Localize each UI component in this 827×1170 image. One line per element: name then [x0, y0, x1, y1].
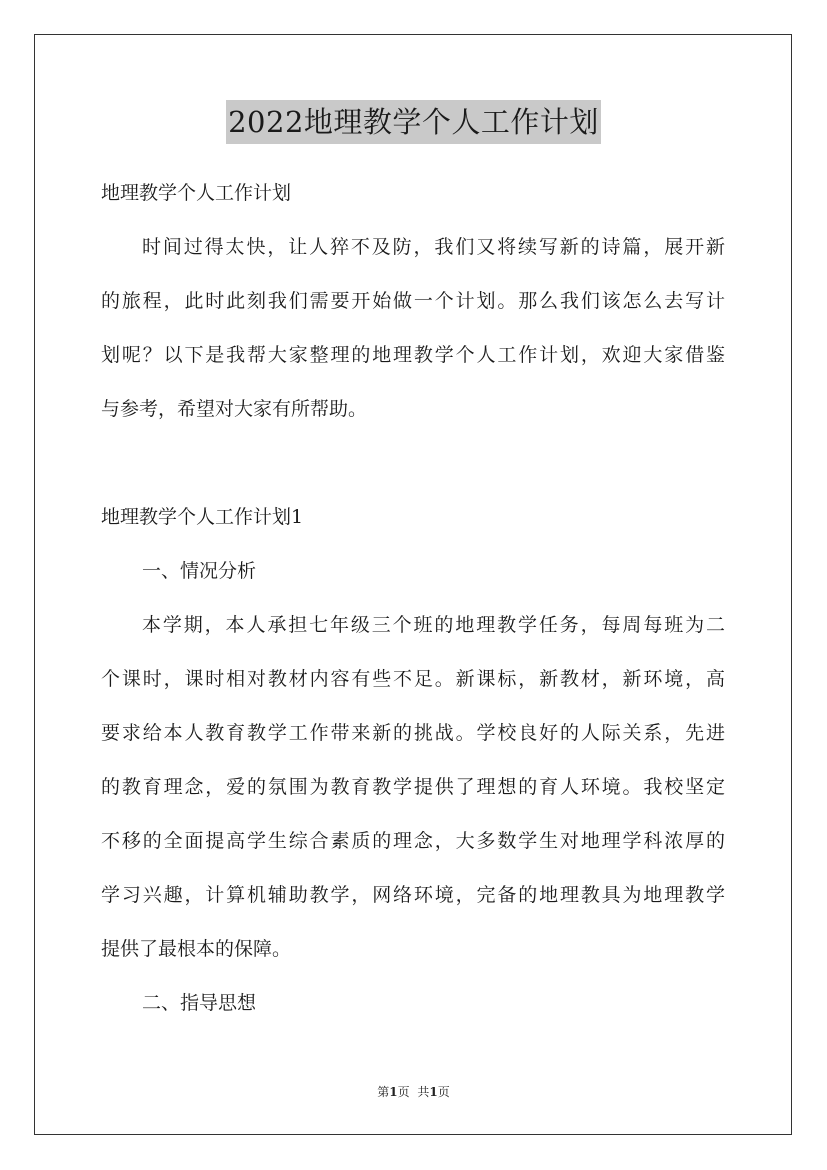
intro-line-3: 划呢？以下是我帮大家整理的地理教学个人工作计划，欢迎大家借鉴: [101, 344, 725, 366]
footer-total-prefix: 共: [417, 1085, 430, 1099]
intro-line-2: 的旅程，此时此刻我们需要开始做一个计划。那么我们该怎么去写计: [101, 290, 725, 312]
body-line-4: 的教育理念，爱的氛围为教育教学提供了理想的育人环境。我校坚定: [101, 776, 725, 798]
body-line-6: 学习兴趣，计算机辅助教学，网络环境，完备的地理教具为地理教学: [101, 884, 725, 906]
document-subtitle: 地理教学个人工作计划: [101, 182, 292, 204]
heading-guiding-ideology: 二、指导思想: [142, 992, 257, 1014]
footer-total-suffix: 页: [437, 1085, 450, 1099]
body-line-3: 要求给本人教育教学工作带来新的挑战。学校良好的人际关系，先进: [101, 722, 725, 744]
footer-page-suffix: 页: [397, 1085, 410, 1099]
document-title-block: [0, 100, 827, 144]
document-title: 2022地理教学个人工作计划: [226, 100, 601, 144]
body-line-2: 个课时，课时相对教材内容有些不足。新课标，新教材，新环境，高: [101, 668, 725, 690]
footer-page-number: 1: [389, 1085, 398, 1099]
intro-line-4: 与参考，希望对大家有所帮助。: [101, 398, 368, 420]
footer-total-number: 1: [429, 1085, 438, 1099]
body-line-7: 提供了最根本的保障。: [101, 938, 292, 960]
heading-situation-analysis: 一、情况分析: [142, 560, 257, 582]
page-footer: [0, 1084, 827, 1100]
body-line-1: 本学期，本人承担七年级三个班的地理教学任务，每周每班为二: [142, 614, 725, 636]
intro-line-1: 时间过得太快，让人猝不及防，我们又将续写新的诗篇，展开新: [142, 236, 725, 258]
section-title: 地理教学个人工作计划1: [101, 506, 304, 528]
footer-page-prefix: 第: [377, 1085, 390, 1099]
body-line-5: 不移的全面提高学生综合素质的理念，大多数学生对地理学科浓厚的: [101, 830, 725, 852]
